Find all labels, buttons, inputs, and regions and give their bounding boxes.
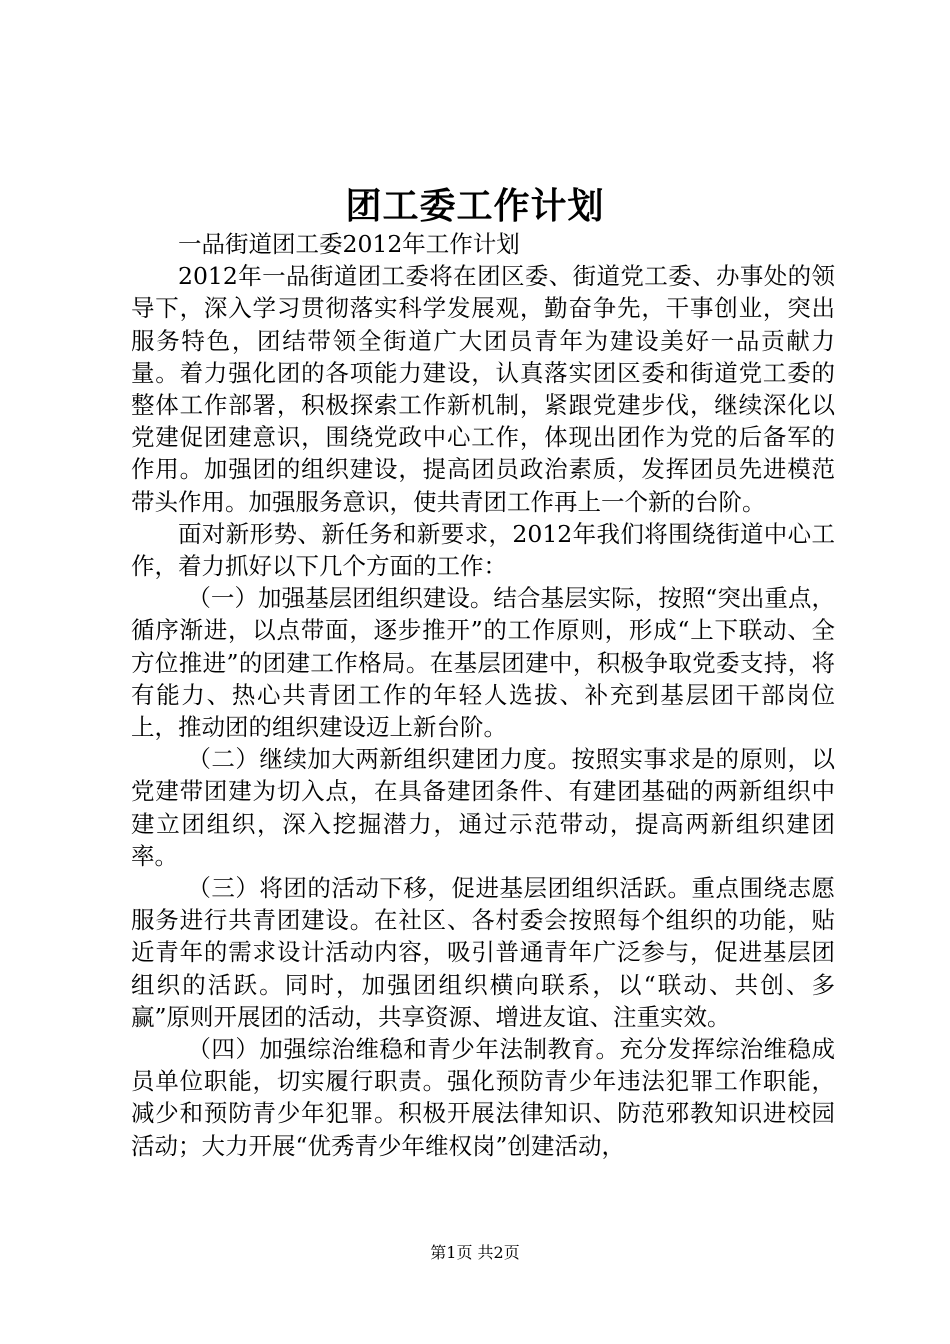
document-title: 团工委工作计划 xyxy=(345,186,605,227)
intro-paragraph: 2012年一品街道团工委将在团区委、街道党工委、办事处的领导下，深入学习贯彻落实科学发展观，勤奋争先，干事创业，突出服务特色，团结带领全街道广大团员青年为建设美好一品贡献力量。着力强化团的各项能力建设，认真落实团区委和街道党工委的整体工作部署，积极探索工作新机制，紧跟党建步伐，继续深化以党建促团建意识，围绕党政中心工作，体现出团作为党的后备军的作用。加强团的组织建设，提高团员政治素质，发挥团员先进模范带头作用。加强服务意识，使共青团工作再上一个新的台阶。 xyxy=(131,262,835,516)
document-subtitle: 一品街道团工委2012年工作计划 xyxy=(178,230,520,258)
document-body xyxy=(131,228,835,1162)
page-footer: 第1页 共2页 xyxy=(430,1243,520,1262)
transition-paragraph: 面对新形势、新任务和新要求，2012年我们将围绕街道中心工作，着力抓好以下几个方面的工作： xyxy=(131,519,835,581)
plan-item-1: （一）加强基层团组织建设。结合基层实际，按照“突出重点，循序渐进，以点带面，逐步推开”的工作原则，形成“上下联动、全方位推进”的团建工作格局。在基层团建中，积极争取党委支持，将有能力、热心共青团工作的年轻人选拔、补充到基层团干部岗位上，推动团的组织建设迈上新台阶。 xyxy=(131,584,835,742)
plan-item-2: （二）继续加大两新组织建团力度。按照实事求是的原则，以党建带团建为切入点，在具备建团条件、有建团基础的两新组织中建立团组织，深入挖掘潜力，通过示范带动，提高两新组织建团率。 xyxy=(131,745,835,870)
plan-item-3: （三）将团的活动下移，促进基层团组织活跃。重点围绕志愿服务进行共青团建设。在社区、各村委会按照每个组织的功能，贴近青年的需求设计活动内容，吸引普通青年广泛参与，促进基层团组织的活跃。同时，加强团组织横向联系，以“联动、共创、多赢”原则开展团的活动，共享资源、增进友谊、注重实效。 xyxy=(131,874,835,1031)
plan-item-4: （四）加强综治维稳和青少年法制教育。充分发挥综治维稳成员单位职能，切实履行职责。强化预防青少年违法犯罪工作职能，减少和预防青少年犯罪。积极开展法律知识、防范邪教知识进校园活动；大力开展“优秀青少年维权岗”创建活动， xyxy=(131,1035,835,1160)
